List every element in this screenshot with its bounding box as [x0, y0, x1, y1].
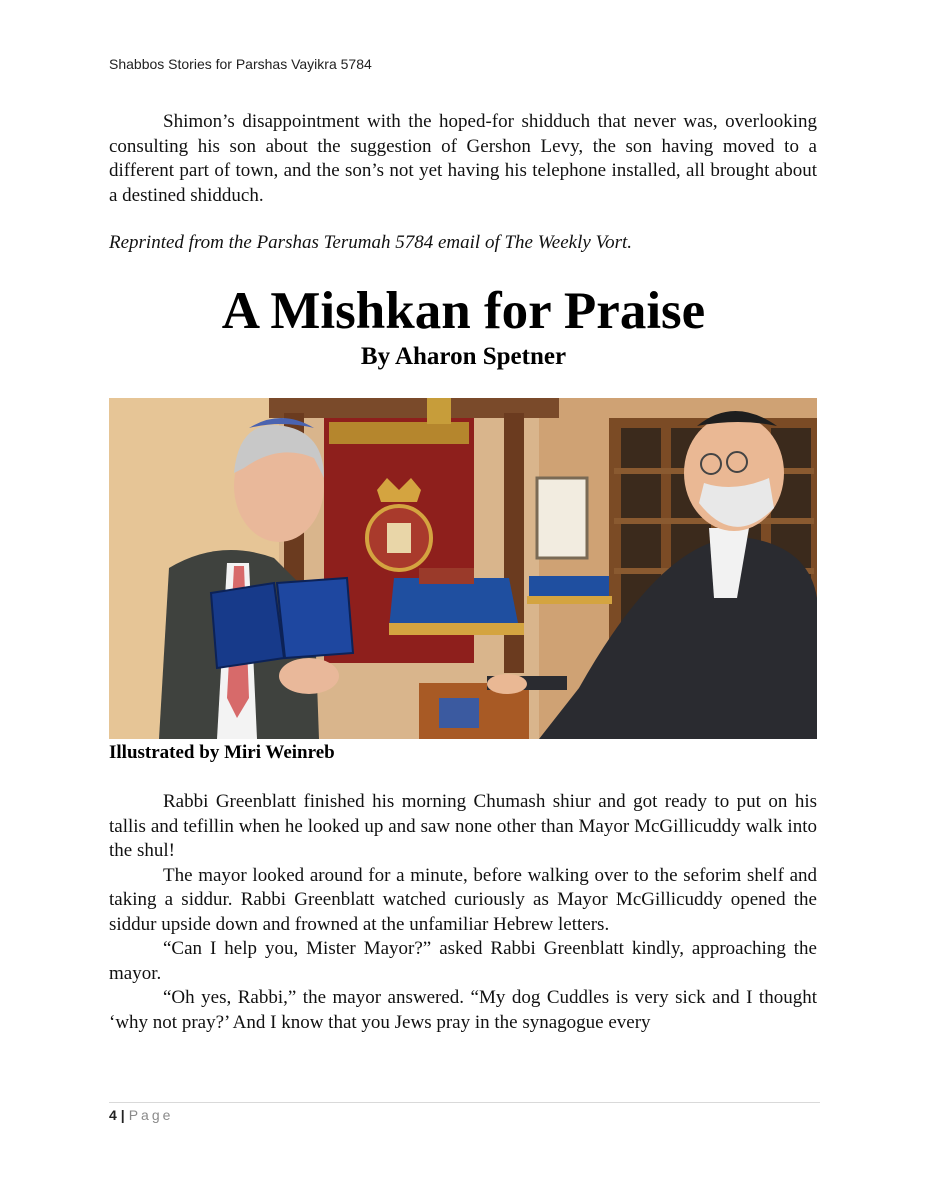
footer-separator: |: [120, 1107, 125, 1123]
running-header: Shabbos Stories for Parshas Vayikra 5784: [109, 56, 372, 72]
page-label: Page: [128, 1107, 174, 1123]
story-byline: By Aharon Spetner: [360, 343, 567, 370]
reprint-note: Reprinted from the Parshas Terumah 5784 email of The Weekly Vort.: [109, 232, 632, 253]
paragraph: Rabbi Greenblatt finished his morning Chumash shiur and got ready to put on his tallis and tefillin when he looked up and saw none other than Mayor McGillicuddy walk into the shul!: [109, 791, 817, 861]
story-illustration: [109, 398, 817, 739]
story-title: A Mishkan for Praise: [221, 282, 706, 340]
paragraph: Shimon’s disappointment with the hoped-for shidduch that never was, overlooking consulting his son about the suggestion of Gershon Levy, the son having moved to a different part of town, and the son’s not yet having his telephone installed, all brought about a destined shidduch.: [109, 111, 817, 206]
page-footer: [109, 1107, 173, 1123]
paragraph: The mayor looked around for a minute, before walking over to the seforim shelf and taking a siddur. Rabbi Greenblatt watched curiously as Mayor McGillicuddy opened the siddur upside down and frowned at the unfamiliar Hebrew letters.: [109, 864, 817, 935]
page-number: 4: [109, 1107, 117, 1123]
paragraph: “Oh yes, Rabbi,” the mayor answered. “My dog Cuddles is very sick and I thought ‘why not pray?’ And I know that you Jews pray in the synagogue every: [109, 987, 817, 1033]
paragraph: “Can I help you, Mister Mayor?” asked Rabbi Greenblatt kindly, approaching the mayor.: [109, 938, 817, 984]
footer-divider: [109, 1102, 820, 1103]
previous-story-closing: [109, 110, 817, 208]
story-body: [109, 790, 817, 1035]
illustration-caption: Illustrated by Miri Weinreb: [109, 742, 335, 763]
